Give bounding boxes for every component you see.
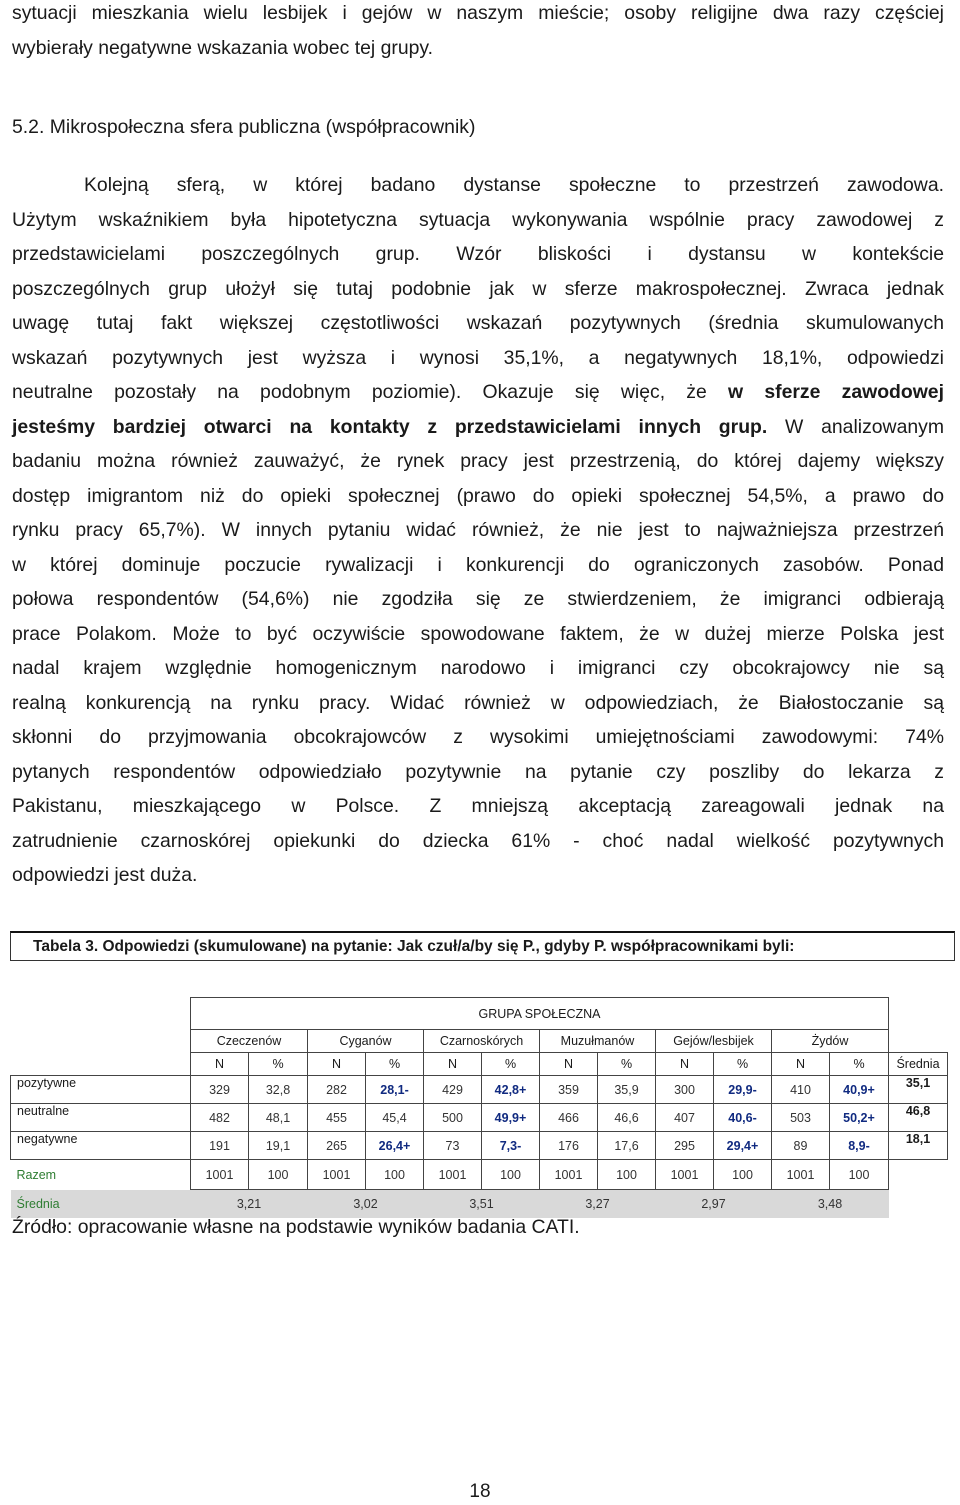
table-cell: 100: [482, 1160, 540, 1190]
table-cell: 100: [598, 1160, 656, 1190]
group-name: Cyganów: [308, 1030, 424, 1053]
table-cell: 3,21: [191, 1190, 308, 1218]
col-header: N: [424, 1053, 482, 1076]
table-cell: 1001: [540, 1160, 598, 1190]
row-average: 35,1: [889, 1076, 948, 1104]
table-cell: 40,9+: [830, 1076, 889, 1104]
row-label: neutralne: [11, 1104, 191, 1132]
table-cell: 48,1: [249, 1104, 308, 1132]
table-cell: 176: [540, 1132, 598, 1160]
table-body: [11, 1076, 948, 1218]
table-cell: 19,1: [249, 1132, 308, 1160]
group-name: Muzułmanów: [540, 1030, 656, 1053]
table-cell: 73: [424, 1132, 482, 1160]
table-cell: 35,9: [598, 1076, 656, 1104]
col-header: %: [598, 1053, 656, 1076]
table-cell: 45,4: [366, 1104, 424, 1132]
table-cell: 2,97: [656, 1190, 772, 1218]
table-cell: 503: [772, 1104, 830, 1132]
table-cell: 32,8: [249, 1076, 308, 1104]
table-cell: 3,51: [424, 1190, 540, 1218]
col-header: %: [249, 1053, 308, 1076]
table-cell: 410: [772, 1076, 830, 1104]
group-name: Czarnoskórych: [424, 1030, 540, 1053]
col-header: N: [656, 1053, 714, 1076]
table-cell: 100: [714, 1160, 772, 1190]
col-header: %: [830, 1053, 889, 1076]
row-label: Razem: [16, 1167, 57, 1182]
page-number: 18: [469, 1481, 491, 1502]
table-cell: 3,27: [540, 1190, 656, 1218]
table-cell: 455: [308, 1104, 366, 1132]
section-heading: 5.2. Mikrospołeczna sfera publiczna (współpracownik): [12, 116, 476, 138]
table-cell: 42,8+: [482, 1076, 540, 1104]
row-label: Średnia: [11, 1190, 191, 1218]
table-cell: 191: [191, 1132, 249, 1160]
text-line: wybierały negatywne wskazania wobec tej grupy.: [12, 36, 434, 59]
table-cell: 1001: [308, 1160, 366, 1190]
group-name: Żydów: [772, 1030, 889, 1053]
table-cell: 300: [656, 1076, 714, 1104]
table-cell: 1001: [424, 1160, 482, 1190]
table-cell: 500: [424, 1104, 482, 1132]
table-cell: 265: [308, 1132, 366, 1160]
table-cell: 49,9+: [482, 1104, 540, 1132]
table-row: [11, 1132, 948, 1160]
table-cell: 1001: [656, 1160, 714, 1190]
col-header: %: [366, 1053, 424, 1076]
table-cell: 3,02: [308, 1190, 424, 1218]
table-cell: 1001: [772, 1160, 830, 1190]
row-label: pozytywne: [11, 1076, 191, 1104]
col-header: N: [772, 1053, 830, 1076]
table-cell: 3,48: [772, 1190, 889, 1218]
col-header-average: Średnia: [889, 1053, 948, 1076]
table-cell: 29,4+: [714, 1132, 772, 1160]
col-header: N: [540, 1053, 598, 1076]
col-header: N: [308, 1053, 366, 1076]
table-cell: 407: [656, 1104, 714, 1132]
row-label: negatywne: [11, 1132, 191, 1160]
table-cell: 100: [366, 1160, 424, 1190]
table-cell: 429: [424, 1076, 482, 1104]
table-cell: 295: [656, 1132, 714, 1160]
table-cell: 282: [308, 1076, 366, 1104]
source-note: Źródło: opracowanie własne na podstawie wyników badania CATI.: [12, 1216, 580, 1238]
table-cell: 100: [830, 1160, 889, 1190]
table-cell: 7,3-: [482, 1132, 540, 1160]
group-name: Czeczenów: [191, 1030, 308, 1053]
row-average: 46,8: [889, 1104, 948, 1132]
table-cell: 329: [191, 1076, 249, 1104]
table-cell: 26,4+: [366, 1132, 424, 1160]
table-row-total: [11, 1160, 948, 1190]
table-cell: 8,9-: [830, 1132, 889, 1160]
table-cell: 17,6: [598, 1132, 656, 1160]
table-cell: 28,1-: [366, 1076, 424, 1104]
col-header: %: [714, 1053, 772, 1076]
col-header: N: [191, 1053, 249, 1076]
table-cell: 482: [191, 1104, 249, 1132]
main-paragraph: Kolejną sferą, w której badano dystanse społeczne to przestrzeń zawodowa. Użytym wskaźnikiem była hipotetyczna sytuacja wykonywania wspólnie pracy zawodowej z przedstawicielami poszczególnych grup. Wzór bliskości i dystansu w kontekście poszczególnych grup ułożył się tutaj podobnie jak w sferze makrospołecznej. Zwraca jednak uwagę tutaj fakt większej częstotliwości wskazań pozytywnych (średnia skumulowanych wskazań pozytywnych jest wyższa i wynosi 35,1%, a negatywnych 18,1%, odpowiedzi neutralne pozostały na podobnym poziomie). Okazuje się więc, że w sferze zawodowej jesteśmy bardziej otwarci na kontakty z przedstawicielami innych grup. W analizowanym badaniu można również zauważyć, że rynek pracy jest przestrzenią, do której dajemy większy dostęp imigrantom niż do opieki społecznej (prawo do opieki społecznej 54,5%, a prawo do rynku pracy 65,7%). W innych pytaniu widać również, że nie jest to najważniejsza przestrzeń w której dominuje poczucie rywalizacji i konkurencji do ograniczonych zasobów. Ponad połowa respondentów (54,6%) nie zgodziła się ze stwierdzeniem, że imigranci odbierają prace Polakom. Może to być oczywiście spowodowane faktem, że w dużej mierze Polska jest nadal krajem względnie homogenicznym narodowo i imigranci czy obcokrajowcy nie są realną konkurencją na rynku pracy. Widać również w odpowiedziach, że Białostoczanie są skłonni do przyjmowania obcokrajowców z wysokimi umiejętnościami zawodowymi: 74% pytanych respondentów odpowiedziało pozytywnie na pytanie czy poszliby do lekarza z Pakistanu, mieszkającego w Polsce. Z mniejszą akceptacją zareagowali jednak na zatrudnienie czarnoskórej opiekunki do dziecka 61% - choć nadal wielkość pozytywnych odpowiedzi jest duża.: [12, 174, 945, 886]
results-table: [10, 997, 948, 1218]
table-cell: 50,2+: [830, 1104, 889, 1132]
col-header: %: [482, 1053, 540, 1076]
table-row: [11, 1076, 948, 1104]
table-cell: 466: [540, 1104, 598, 1132]
group-name: Gejów/lesbijek: [656, 1030, 772, 1053]
paragraph-continued: [12, 0, 944, 65]
table-row-mean: [11, 1190, 948, 1218]
table-cell: 89: [772, 1132, 830, 1160]
table-cell: 1001: [191, 1160, 249, 1190]
table-cell: 100: [249, 1160, 308, 1190]
table-cell: 359: [540, 1076, 598, 1104]
text-line: sytuacji mieszkania wielu lesbijek i gejów w naszym mieście; osoby religijne dwa razy częściej: [12, 2, 944, 24]
table-cell: 40,6-: [714, 1104, 772, 1132]
table-row: [11, 1104, 948, 1132]
row-average: 18,1: [889, 1132, 948, 1160]
group-header: GRUPA SPOŁECZNA: [191, 998, 889, 1030]
table-caption: Tabela 3. Odpowiedzi (skumulowane) na pytanie: Jak czuł/a/by się P., gdyby P. współpracownikami byli:: [10, 931, 955, 961]
table-cell: 29,9-: [714, 1076, 772, 1104]
table-cell: 46,6: [598, 1104, 656, 1132]
